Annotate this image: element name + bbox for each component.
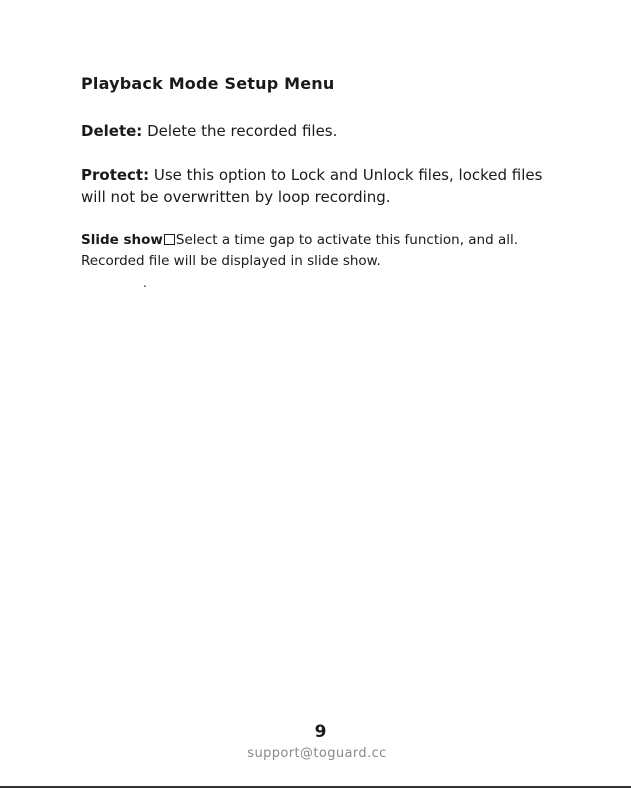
term-slide-show: Slide show [81,232,163,248]
page-number: 9 [314,722,327,742]
support-email: support@toguard.cc [247,746,387,761]
menu-item-protect [81,164,551,208]
menu-item-delete [81,120,551,142]
term-protect: Protect: [81,166,150,184]
description-delete: Delete the recorded files. [147,122,338,140]
description-protect: Use this option to Lock and Unlock files, locked files will not be overwritten by loop recording. [81,166,543,206]
stray-dot: . [143,276,147,290]
term-delete: Delete: [81,122,143,140]
menu-item-slide-show [81,230,551,272]
page-title: Playback Mode Setup Menu [81,74,335,93]
missing-glyph-box-icon [164,234,175,245]
description-slide-show: Select a time gap to activate this function, and all. Recorded file will be displayed in slide show. [81,232,519,269]
